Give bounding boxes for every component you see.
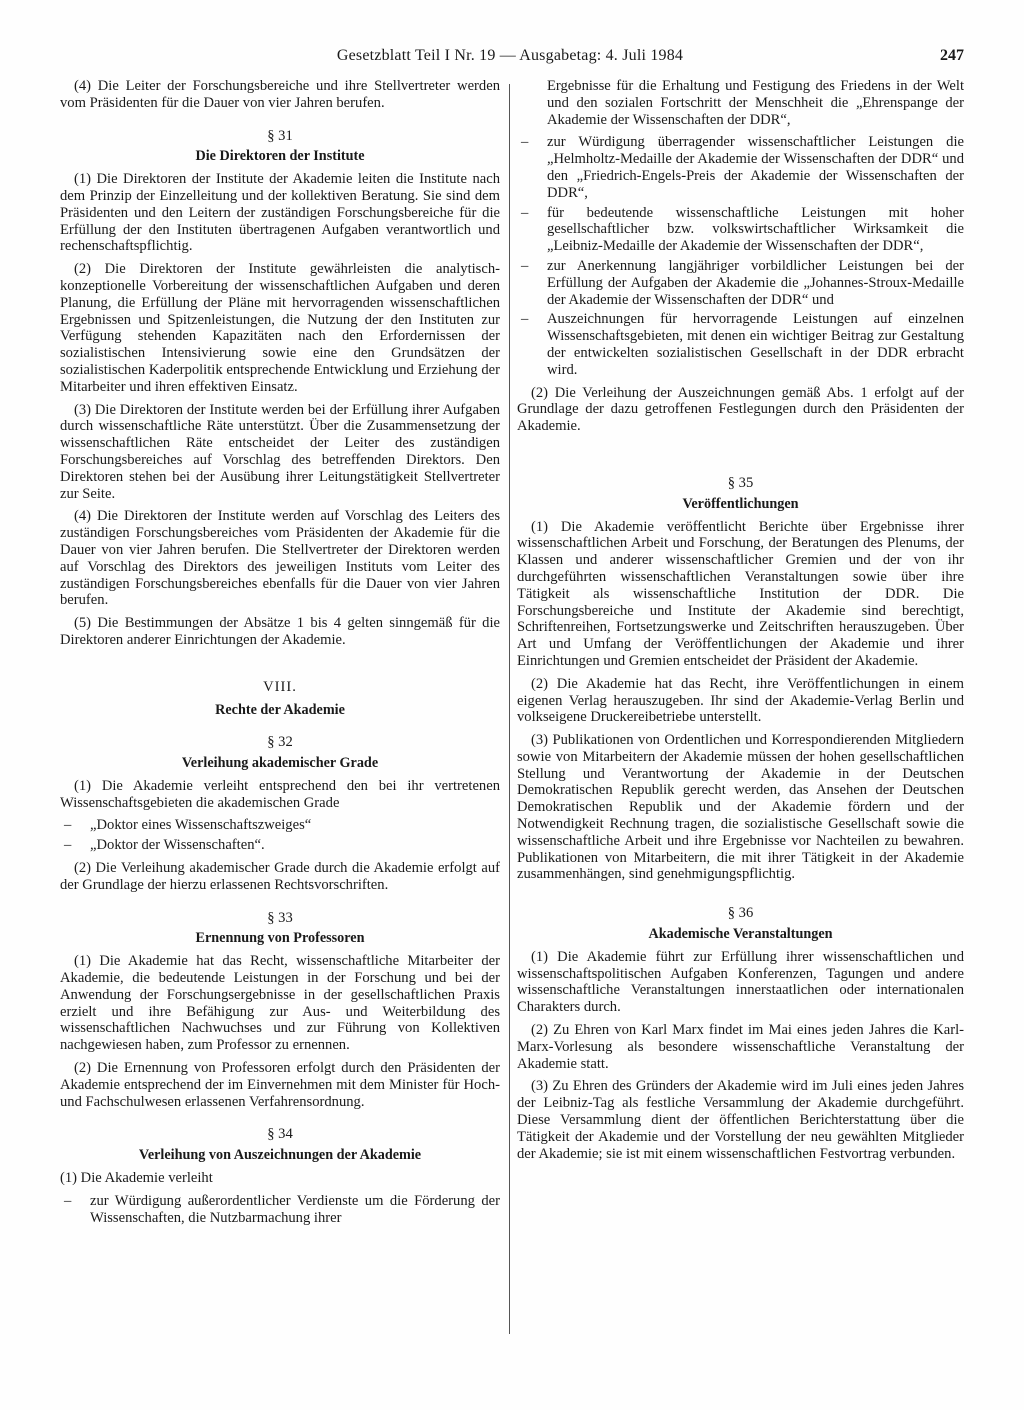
list-item: – „Doktor eines Wissenschaftszweiges“: [60, 817, 500, 834]
paragraph: (3) Publikationen von Ordentlichen und Korrespondierenden Mitgliedern sowie von Mitarbeitern der Akademie müssen der hohen gesellschaftlichen Stellung und Verantwortung der Akademie in der Deutschen Demokratischen Republik gerecht werden, das Ansehen der Deutschen Demokratischen Republik und der Akademie fördern und der Notwendigkeit Rechnung tragen, die sozialistische Gesellschaft sowie die wissenschaftliche Arbeit und ihre Ergebnisse vor Nachteilen zu bewahren. Publikationen von Mitarbeitern, die mit ihrer Tätigkeit in der Akademie zusammenhängen, sind genehmigungspflichtig.: [517, 732, 964, 883]
paragraph: (2) Die Akademie hat das Recht, ihre Veröffentlichungen in einem eigenen Verlag herauszugeben. Ihr sind der Akademie-Verlag Berlin und volkseigene Druckereibetriebe unterstellt.: [517, 675, 964, 726]
paragraph: (4) Die Leiter der Forschungsbereiche und ihre Stellvertreter werden vom Präsidenten für die Dauer von vier Jahren berufen.: [60, 78, 500, 111]
section-title: Die Direktoren der Institute: [195, 148, 365, 165]
list-item: – zur Anerkennung langjähriger vorbildlicher Leistungen bei der Erfüllung der Aufgaben der Akademie die „Johannes-Stroux-Medaille der Akademie der Wissenschaften der DDR“ und: [517, 258, 964, 308]
paragraph: (5) Die Bestimmungen der Absätze 1 bis 4 gelten sinngemäß für die Direktoren anderer Einrichtungen der Akademie.: [60, 615, 500, 648]
list-item: – zur Würdigung überragender wissenschaftlicher Leistungen die „Helmholtz-Medaille der Akademie der Wissenschaften der DDR“ und den „Friedrich-Engels-Preis der Akademie der Wissenschaften der DDR“,: [517, 134, 964, 201]
paragraph: (1) Die Akademie hat das Recht, wissenschaftliche Mitarbeiter der Akademie, die bedeutende Leistungen in der Forschung und bei der Anwendung der Forschungsergebnisse in der gesellschaftlichen Praxis erzielt und ihre Befähigung zur Aus- und Weiterbildung des wissenschaftlichen Nachwuchses und zur Führung von Kollektiven nachgewiesen haben, zum Professor zu ernennen.: [60, 953, 500, 1054]
running-header: Gesetzblatt Teil I Nr. 19 — Ausgabetag: 4. Juli 1984: [336, 47, 684, 64]
left-column: [60, 78, 500, 1232]
section-number: § 33: [267, 909, 293, 926]
section-number: § 32: [267, 734, 293, 751]
paragraph: (2) Die Ernennung von Professoren erfolgt durch den Präsidenten der Akademie entsprechend der im Einvernehmen mit dem Minister für Hoch- und Fachschulwesen erlassenen Verfahrensordnung.: [60, 1060, 500, 1110]
section-title: Veröffentlichungen: [682, 495, 799, 512]
paragraph: (1) Die Akademie verleiht entsprechend den bei ihr vertretenen Wissenschaftsgebieten die akademischen Grade: [60, 777, 500, 811]
section-title: Akademische Veranstaltungen: [648, 926, 833, 943]
paragraph: (2) Die Direktoren der Institute gewährleisten die analytisch-konzeptionelle Vorbereitung der wissenschaftlichen Aufgaben und deren Planung, die Erfüllung der Pläne mit hervorragenden wissenschaftlichen Ergebnissen und Spitzenleistungen, die Nutzung der den Instituten zur Verfügung stehenden Kapazitäten nach den Erfordernissen der sozialistischen Intensivierung sowie eine den Grundsätzen der sozialistischen Kaderpolitik entsprechende Entwicklung und Erziehung der Mitarbeiter und ihren effektiven Einsatz.: [60, 261, 500, 395]
paragraph: (2) Die Verleihung akademischer Grade durch die Akademie erfolgt auf der Grundlage der hierzu erlassenen Rechtsvorschriften.: [60, 860, 500, 893]
chapter-number: VIII.: [263, 678, 297, 695]
paragraph: (1) Die Akademie führt zur Erfüllung ihrer wissenschaftlichen und wissenschaftspolitischen Aufgaben Konferenzen, Tagungen und andere wissenschaftliche Veranstaltungen innerstaatlichen oder internationalen Charakters durch.: [517, 948, 964, 1016]
paragraph: (3) Die Direktoren der Institute werden bei der Erfüllung ihrer Aufgaben durch wissenschaftliche Räte unterstützt. Über die Zusammensetzung der wissenschaftlichen Räte entscheidet der Leiter des zuständigen Forschungsbereiches auf Vorschlag des betreffenden Direktors. Den Direktoren stehen bei der Ausübung ihrer Leitungstätigkeit Stellvertreter zur Seite.: [60, 401, 500, 502]
right-column: [517, 78, 964, 1168]
page-header: [0, 47, 1024, 71]
section-title: Verleihung akademischer Grade: [181, 755, 379, 772]
section-title: Ernennung von Professoren: [195, 930, 365, 947]
paragraph: (4) Die Direktoren der Institute werden auf Vorschlag des Leiters des zuständigen Forschungsbereiches vom Präsidenten der Akademie für die Dauer von vier Jahren berufen. Die Stellvertreter der Direktoren werden auf Vorschlag des Direktors des jeweiligen Instituts vom Leiter des zuständigen Forschungsbereiches ebenfalls für die Dauer von vier Jahren berufen.: [60, 508, 500, 609]
section-number: § 35: [727, 474, 754, 491]
page-number: 247: [940, 47, 964, 64]
list-item: – „Doktor der Wissenschaften“.: [60, 837, 500, 854]
paragraph: (2) Zu Ehren von Karl Marx findet im Mai eines jeden Jahres die Karl-Marx-Vorlesung als besondere wissenschaftliche Veranstaltung der Akademie statt.: [517, 1022, 964, 1072]
section-title: Verleihung von Auszeichnungen der Akademie: [138, 1147, 422, 1164]
list-item: – für bedeutende wissenschaftliche Leistungen mit hoher gesellschaftlicher bzw. volkswirtschaftlicher Wirksamkeit die „Leibniz-Medaille der Akademie der Wissenschaften der DDR“,: [517, 205, 964, 255]
paragraph: (1) Die Akademie veröffentlicht Berichte über Ergebnisse ihrer wissenschaftlichen Arbeit und Forschung, der Beratungen des Plenums, der Klassen und anderer wissenschaftlicher Gremien und der von ihr durchgeführten wissenschaftlichen Veranstaltungen sowie über ihre Tätigkeit als wissenschaftliche Institution der DDR. Die Forschungsbereiche und Institute der Akademie sind berechtigt, Schriftenreihen, Fortsetzungswerke und Zeitschriften herauszugeben. Über Art und Umfang der Veröffentlichungen der Akademie und ihrer Einrichtungen und Gremien entscheidet der Präsident der Akademie.: [517, 518, 964, 669]
section-number: § 34: [267, 1126, 293, 1143]
column-divider: [509, 84, 510, 1334]
paragraph: (2) Die Verleihung der Auszeichnungen gemäß Abs. 1 erfolgt auf der Grundlage der dazu getroffenen Festlegungen durch den Präsidenten der Akademie.: [517, 384, 964, 435]
section-number: § 36: [727, 905, 754, 922]
list-item-continuation: Ergebnisse für die Erhaltung und Festigung des Friedens in der Welt und den sozialen Fortschritt der Menschheit die „Ehrenspange der Akademie der Wissenschaften der DDR“,: [547, 78, 964, 128]
paragraph: (1) Die Akademie verleiht: [60, 1170, 213, 1187]
list-item: – Auszeichnungen für hervorragende Leistungen auf einzelnen Wissenschaftsgebieten, mit denen ein wichtiger Beitrag zur Gestaltung der entwickelten sozialistischen Gesellschaft in der DDR erbracht wird.: [517, 311, 964, 378]
chapter-title: Rechte der Akademie: [215, 701, 345, 718]
award-list: [517, 134, 964, 378]
degree-list: [60, 817, 500, 854]
section-number: § 31: [267, 127, 293, 144]
list-item: – zur Würdigung außerordentlicher Verdienste um die Förderung der Wissenschaften, die Nutzbarmachung ihrer: [60, 1193, 500, 1227]
award-list: [60, 1193, 500, 1227]
paragraph: (3) Zu Ehren des Gründers der Akademie wird im Juli eines jeden Jahres der Leibniz-Tag als festliche Versammlung der Akademie durchgeführt. Diese Versammlung dient der öffentlichen Berichterstattung über die Tätigkeit der Akademie und der Vorstellung der neu gewählten Mitglieder der Akademie; sie ist mit einem wissenschaftlichen Festvortrag verbunden.: [517, 1078, 964, 1162]
paragraph: (1) Die Direktoren der Institute der Akademie leiten die Institute nach dem Prinzip der Einzelleitung und der kollektiven Beratung. Sie sind dem Präsidenten und den Leitern der zuständigen Forschungsbereiche für die Erfüllung der den Instituten übertragenen Aufgaben verantwortlich und rechenschaftspflichtig.: [60, 171, 500, 255]
